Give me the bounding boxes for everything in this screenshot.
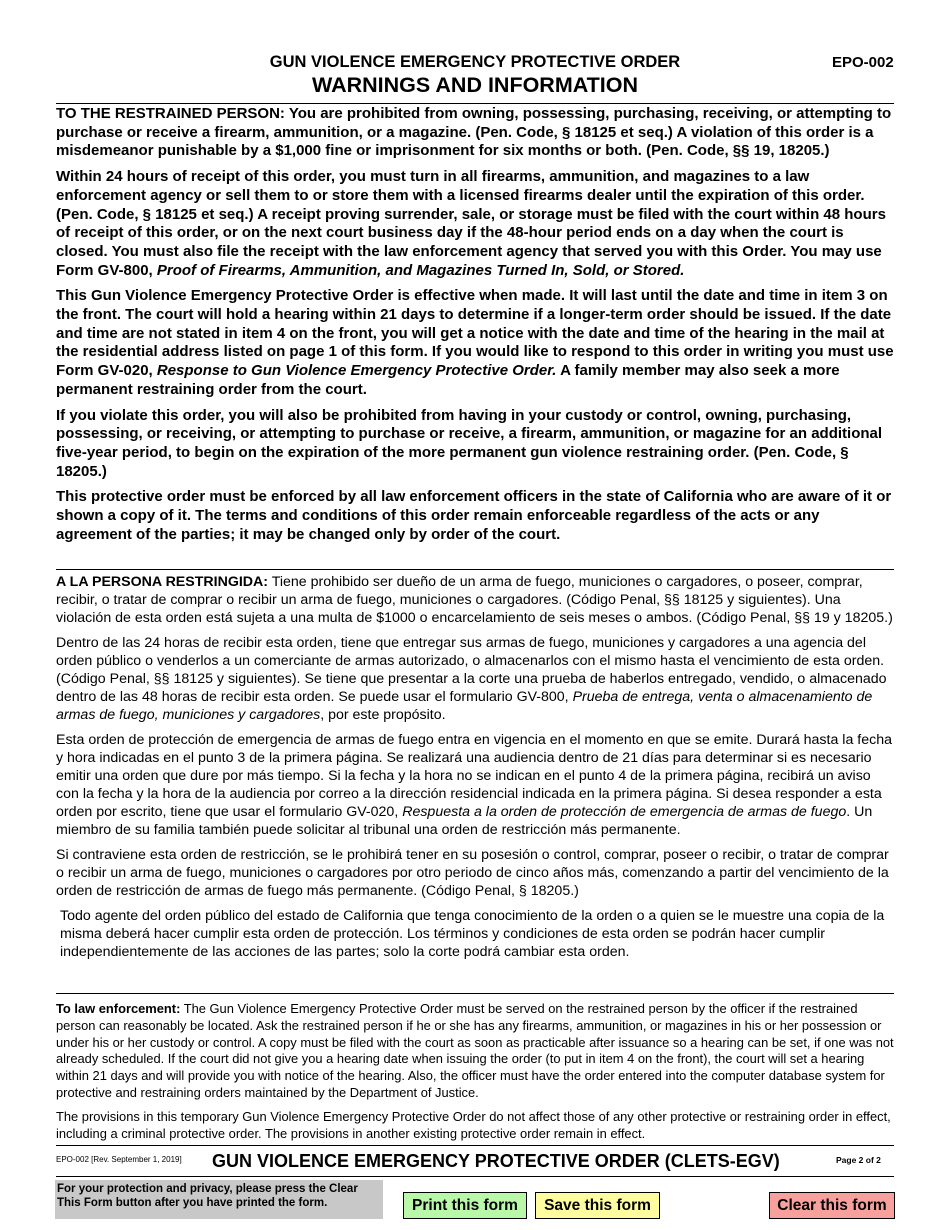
form-reference: Proof of Firearms, Ammunition, and Magazines Turned In, Sold, or Stored. (156, 261, 685, 279)
clear-button[interactable]: Clear this form (769, 1192, 895, 1219)
english-paragraph: If you violate this order, you will also be prohibited from having in your custody or control, owning, purchasing, possessing, or receiving, or attempting to purchase or receive, a firearm, ammunition, or magazine for an additional five-year period, to begin on the expiration of the more permanent gun violence restraining order. (Pen. Code, § 18205.) (56, 406, 883, 480)
english-paragraph: Within 24 hours of receipt of this order, you must turn in all firearms, ammunition, and magazines to a law enforcement agency or sell them to or store them with a licensed firearms dealer until the expiration of this order. (Pen. Code, § 18125 et seq.) A receipt proving surrender, sale, or storage must be filed with the court within 48 hours of receipt of this order, or on the next court business day if the 48-hour period ends on a day when the court is closed. You must also file the receipt with the law enforcement agency that served you with this Order. You may use Form GV-800, Proof of Firearms, Ammunition, and Magazines Turned In, Sold, or Stored. (56, 168, 886, 279)
english-warnings (56, 105, 896, 551)
print-button[interactable]: Print this form (403, 1192, 527, 1219)
spanish-paragraph: Dentro de las 24 horas de recibir esta orden, tiene que entregar sus armas de fuego, municiones y cargadores a una agencia del orden público o venderlos a un comerciante de armas autorizado, o almacenarlos con el mismo hasta el vencimiento de esta orden. (Código Penal, §§ 18125 y siguientes). Se tiene que presentar a la corte una prueba de haberlos entregado, vendido, o almacenado dentro de las 48 horas de recibir esta orden. Se puede usar el formulario GV-800, Prueba de entrega, venta o almacenamiento de armas de fuego, municiones y cargadores, por este propósito. (56, 635, 887, 723)
english-paragraph: This Gun Violence Emergency Protective Order is effective when made. It will last until the date and time in item 3 on the front. The court will hold a hearing within 21 days to determine if a longer-term order should be issued. If the date and time are not stated in item 4 on the front, you will get a notice with the date and time of the hearing in the mail at the residential address listed on page 1 of this form. If you would like to respond to this order in writing you must use Form GV-020, Response to Gun Violence Emergency Protective Order. A family member may also seek a more permanent restraining order from the court. (56, 287, 894, 398)
law-enforcement-paragraph: The provisions in this temporary Gun Violence Emergency Protective Order do not affect those of any other protective or restraining order in effect, including a criminal protective order. The provisions in another existing protective order remain in effect. (56, 1108, 891, 1141)
revision-date: EPO-002 [Rev. September 1, 2019] (56, 1155, 182, 1164)
spanish-paragraph: Si contraviene esta orden de restricción, se le prohibirá tener en su posesión o control, comprar, poseer o recibir, o tratar de comprar o recibir un arma de fuego, municiones o cargadores por otro periodo de cinco años más, comenzando a partir del vencimiento de la orden de restricción de armas de fuego más permanente. (Código Penal, § 18205.) (56, 847, 889, 899)
english-paragraph: This protective order must be enforced by all law enforcement officers in the state of California who are aware of it or shown a copy of it. The terms and conditions of this order remain enforceable regardless of the acts or any agreement of the parties; it may be changed only by order of the court. (56, 488, 892, 543)
divider (56, 1176, 894, 1177)
restrained-person-heading-es: A LA PERSONA RESTRINGIDA: (56, 574, 269, 590)
law-enforcement-heading: To law enforcement: (56, 1001, 181, 1016)
save-button[interactable]: Save this form (535, 1192, 660, 1219)
restrained-person-heading: TO THE RESTRAINED PERSON: (56, 105, 285, 122)
spanish-paragraph: A LA PERSONA RESTRINGIDA: Tiene prohibido ser dueño de un arma de fuego, municiones o cargadores, o poseer, comprar, recibir, o tratar de comprar o recibir un arma de fuego, municiones o cargadores. (Código Penal, §§ 18125 y siguientes). Una violación de esta orden está sujeta a una multa de $1000 o encarcelamiento de seis meses o ambos. (Código Penal, §§ 19 y 18205.) (56, 574, 893, 626)
spanish-paragraph: Esta orden de protección de emergencia de armas de fuego entra en vigencia en el momento en que se emite. Durará hasta la fecha y hora indicadas en el punto 3 de la primera página. Se realizará una audiencia dentro de 21 días para determinar si es necesario emitir una orden que dure por más tiempo. Si la fecha y la hora no se indican en el punto 4 de la primera página, recibirá un aviso con la fecha y la hora de la audiencia por correo a la dirección residencial indicada en la primera página. Si desea responder a esta orden por escrito, tiene que usar el formulario GV-020, Respuesta a la orden de protección de emergencia de armas de fuego. Un miembro de su familia también puede solicitar al tribunal una orden de restricción más permanente. (56, 732, 892, 838)
form-title: WARNINGS AND INFORMATION (311, 73, 639, 97)
law-enforcement-paragraph: To law enforcement: The Gun Violence Emergency Protective Order must be served on the restrained person by the officer if the restrained person can reasonably be located. Ask the restrained person if he or she has any firearms, ammunition, or magazines in his or her possession or under his or her custody or control. A copy must be filed with the court as soon as practicable after issuance so a hearing can be set, if one was not already scheduled. If the court did not give you a hearing date when issuing the order (to put in item 4 on the front), the court will set a hearing within 21 days and will provide you with notice of the hearing. Also, the officer must have the order entered into the computer database system for protective and restraining orders maintained by the Department of Justice. (56, 1001, 894, 1100)
law-enforcement-section (56, 1001, 896, 1149)
form-header (0, 52, 950, 98)
spanish-paragraph: Todo agente del orden público del estado de California que tenga conocimiento de la orden o a quien se le muestre una copia de la misma deberá hacer cumplir esta orden de protección. Los términos y condiciones de esta orden se podrán hacer cumplir independientemente de las acciones de las partes; solo la corte podrá cambiar esta orden. (60, 908, 885, 960)
form-reference: Respuesta a la orden de protección de emergencia de armas de fuego (402, 804, 847, 820)
divider (56, 993, 894, 994)
footer-title: GUN VIOLENCE EMERGENCY PROTECTIVE ORDER (CLETS-EGV) (212, 1151, 780, 1171)
divider (56, 1145, 894, 1146)
form-reference: Prueba de entrega, venta o almacenamiento de armas de fuego, municiones y cargadores (56, 689, 873, 723)
form-subtitle: GUN VIOLENCE EMERGENCY PROTECTIVE ORDER (269, 53, 681, 71)
divider (56, 569, 894, 570)
privacy-notice: For your protection and privacy, please press the Clear This Form button after you have printed the form. (55, 1180, 383, 1219)
english-paragraph: TO THE RESTRAINED PERSON: You are prohibited from owning, possessing, purchasing, receiving, or attempting to purchase or receive a firearm, ammunition, or a magazine. (Pen. Code, § 18125 et seq.) A violation of this order is a misdemeanor punishable by a $1,000 fine or imprisonment for six months or both. (Pen. Code, §§ 19, 18205.) (56, 105, 892, 160)
spanish-warnings (56, 573, 896, 968)
page-number: Page 2 of 2 (836, 1155, 881, 1165)
divider (56, 103, 894, 104)
form-number: EPO-002 (832, 54, 894, 71)
form-reference: Response to Gun Violence Emergency Protective Order. (156, 362, 557, 380)
